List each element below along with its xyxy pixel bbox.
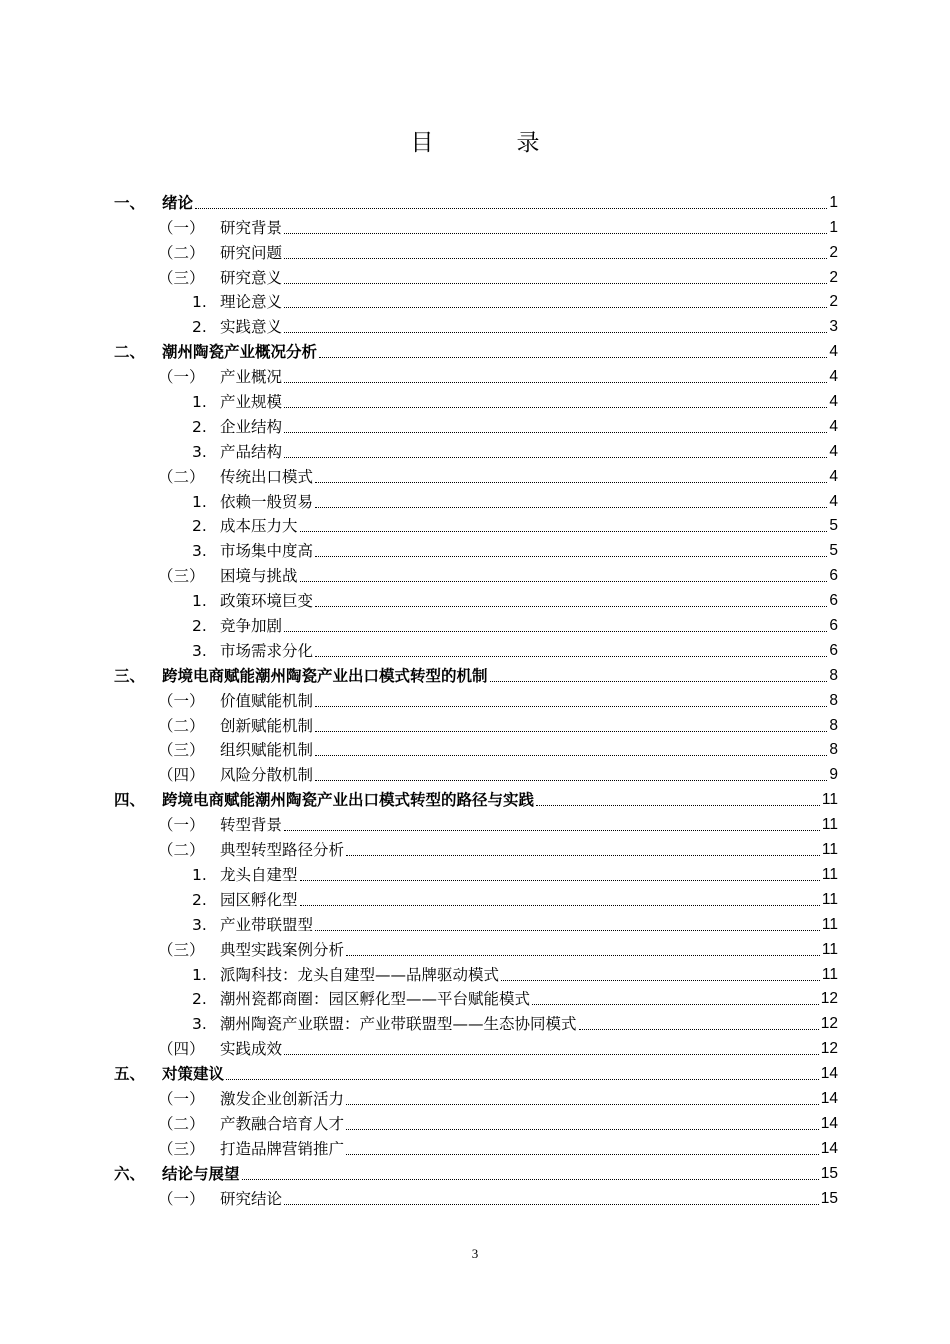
toc-entry-page: 8 (829, 716, 838, 734)
toc-entry-title: 困境与挑战 (220, 567, 298, 586)
toc-entry-page: 11 (821, 791, 838, 809)
toc-entry-number: （一） (158, 1089, 205, 1108)
toc-entry-number: 三、 (114, 666, 146, 685)
toc-entry-page: 4 (829, 442, 838, 460)
dot-leader (315, 780, 827, 781)
toc-entry-page: 11 (821, 915, 838, 933)
dot-leader (315, 556, 827, 557)
toc-entry-page: 15 (820, 1164, 838, 1182)
toc-entry-number: 2. (192, 517, 207, 536)
toc-entry-number: 3. (192, 542, 207, 561)
toc-entry-page: 12 (820, 990, 838, 1008)
toc-entry-title: 成本压力大 (220, 517, 298, 536)
toc-entry[interactable] (114, 810, 838, 835)
toc-entry-number: 2. (192, 617, 207, 636)
toc-entry-page: 11 (821, 816, 838, 834)
toc-entry-page: 3 (829, 318, 838, 336)
toc-entry-title: 创新赋能机制 (220, 716, 314, 735)
toc-entry-page: 4 (829, 492, 838, 510)
dot-leader (346, 1129, 819, 1130)
dot-leader (319, 357, 827, 358)
toc-entry[interactable] (114, 1059, 838, 1084)
toc-entry-page: 2 (829, 293, 838, 311)
toc-entry-number: （一） (158, 1189, 205, 1208)
toc-entry-page: 8 (829, 741, 838, 759)
toc-entry[interactable] (114, 1034, 838, 1059)
toc-entry-page: 12 (820, 1040, 838, 1058)
toc-entry-number: 1. (192, 592, 207, 611)
toc-entry-number: 六、 (114, 1164, 146, 1183)
toc-entry-page: 8 (829, 666, 838, 684)
toc-entry[interactable] (114, 437, 838, 462)
toc-entry-title: 实践成效 (220, 1040, 283, 1059)
toc-entry-title: 政策环境巨变 (220, 592, 314, 611)
toc-entry-title: 对策建议 (162, 1065, 225, 1084)
toc-entry-title: 产品结构 (220, 442, 283, 461)
toc-entry[interactable] (114, 835, 838, 860)
toc-entry-page: 14 (820, 1139, 838, 1157)
dot-leader (284, 457, 827, 458)
toc-entry-number: 1. (192, 393, 207, 412)
dot-leader (284, 233, 827, 234)
toc-entry[interactable] (114, 188, 838, 213)
toc-entry-title: 产教融合培育人才 (220, 1114, 345, 1133)
toc-entry[interactable] (114, 910, 838, 935)
toc-entry-title: 典型实践案例分析 (220, 940, 345, 959)
toc-entry[interactable] (114, 487, 838, 512)
toc-entry-title: 产业规模 (220, 393, 283, 412)
dot-leader (490, 681, 828, 682)
toc-entry-title: 结论与展望 (162, 1164, 240, 1183)
toc-entry-title: 绪论 (162, 193, 194, 212)
dot-leader (284, 631, 827, 632)
toc-entry[interactable] (114, 885, 838, 910)
toc-entry[interactable] (114, 1184, 838, 1209)
toc-entry-title: 跨境电商赋能潮州陶瓷产业出口模式转型的机制 (162, 666, 488, 685)
dot-leader (195, 208, 827, 209)
toc-entry-number: （二） (158, 716, 205, 735)
toc-entry-page: 5 (829, 517, 838, 535)
toc-entry-title: 依赖一般贸易 (220, 492, 314, 511)
toc-entry[interactable] (114, 312, 838, 337)
dot-leader (284, 432, 827, 433)
toc-entry-title: 市场需求分化 (220, 641, 314, 660)
toc-entry-number: 3. (192, 641, 207, 660)
toc-entry-title: 竞争加剧 (220, 617, 283, 636)
dot-leader (536, 805, 820, 806)
toc-entry-title: 产业带联盟型 (220, 915, 314, 934)
dot-leader (284, 830, 820, 831)
toc-entry-page: 2 (829, 243, 838, 261)
dot-leader (284, 307, 827, 308)
toc-entry-page: 11 (821, 865, 838, 883)
toc-entry-page: 15 (820, 1189, 838, 1207)
toc-entry-page: 2 (829, 268, 838, 286)
toc-entry[interactable] (114, 1159, 838, 1184)
toc-entry-page: 8 (829, 691, 838, 709)
toc-entry-title: 跨境电商赋能潮州陶瓷产业出口模式转型的路径与实践 (162, 791, 535, 810)
toc-entry-page: 11 (821, 965, 838, 983)
dot-leader (315, 507, 827, 508)
toc-entry-title: 龙头自建型 (220, 865, 298, 884)
toc-entry-number: 3. (192, 1015, 207, 1034)
dot-leader (315, 606, 827, 607)
toc-entry-number: （三） (158, 741, 205, 760)
toc-entry-title: 产业概况 (220, 368, 283, 387)
toc-entry[interactable] (114, 611, 838, 636)
toc-entry-page: 12 (820, 1015, 838, 1033)
toc-entry-number: 3. (192, 442, 207, 461)
dot-leader (346, 1154, 819, 1155)
toc-entry[interactable] (114, 661, 838, 686)
toc-entry-number: （三） (158, 940, 205, 959)
toc-entry-page: 6 (829, 617, 838, 635)
toc-entry[interactable] (114, 1009, 838, 1034)
toc-entry[interactable] (114, 860, 838, 885)
toc-entry-page: 6 (829, 567, 838, 585)
toc-entry-number: 2. (192, 417, 207, 436)
toc-entry-number: （三） (158, 1139, 205, 1158)
toc-entry[interactable] (114, 462, 838, 487)
toc-entry[interactable] (114, 935, 838, 960)
toc-entry-number: 2. (192, 318, 207, 337)
toc-entry-title: 企业结构 (220, 417, 283, 436)
toc-entry-page: 4 (829, 467, 838, 485)
dot-leader (346, 955, 820, 956)
toc-entry-number: （一） (158, 816, 205, 835)
toc-entry[interactable] (114, 736, 838, 761)
toc-entry-number: （一） (158, 368, 205, 387)
toc-entry-page: 4 (829, 343, 838, 361)
dot-leader (346, 1104, 819, 1105)
toc-entry-title: 潮州瓷都商圈：园区孵化型——平台赋能模式 (220, 990, 531, 1009)
toc-entry-number: 2. (192, 890, 207, 909)
dot-leader (284, 283, 827, 284)
toc-entry-page: 11 (821, 841, 838, 859)
toc-entry-page: 5 (829, 542, 838, 560)
toc-entry-number: （三） (158, 268, 205, 287)
toc-entry-title: 组织赋能机制 (220, 741, 314, 760)
toc-entry-number: （一） (158, 218, 205, 237)
toc-entry-title: 研究问题 (220, 243, 283, 262)
dot-leader (532, 1004, 819, 1005)
toc-entry[interactable] (114, 985, 838, 1010)
toc-entry-page: 1 (829, 218, 838, 236)
dot-leader (226, 1079, 819, 1080)
toc-entry-title: 典型转型路径分析 (220, 841, 345, 860)
dot-leader (300, 531, 828, 532)
toc-entry[interactable] (114, 686, 838, 711)
toc-entry-title: 激发企业创新活力 (220, 1089, 345, 1108)
toc-entry[interactable] (114, 288, 838, 313)
dot-leader (284, 382, 827, 383)
dot-leader (284, 332, 827, 333)
toc-entry-number: 1. (192, 865, 207, 884)
toc-entry-title: 研究背景 (220, 218, 283, 237)
toc-entry-page: 4 (829, 393, 838, 411)
toc-entry-number: （二） (158, 841, 205, 860)
toc-entry[interactable] (114, 337, 838, 362)
page-number: 3 (471, 1246, 479, 1261)
toc-entry[interactable] (114, 785, 838, 810)
dot-leader (315, 706, 827, 707)
toc-entry-title: 市场集中度高 (220, 542, 314, 561)
toc-entry-number: 1. (192, 293, 207, 312)
dot-leader (501, 980, 820, 981)
toc-entry-title: 转型背景 (220, 816, 283, 835)
toc-entry[interactable] (114, 263, 838, 288)
toc-entry[interactable] (114, 387, 838, 412)
toc-entry[interactable] (114, 412, 838, 437)
toc-entry-number: （二） (158, 1114, 205, 1133)
toc-entry-number: （四） (158, 766, 205, 785)
toc-entry-number: （三） (158, 567, 205, 586)
toc-entry[interactable] (114, 1134, 838, 1159)
toc-entry[interactable] (114, 536, 838, 561)
toc-entry-title: 传统出口模式 (220, 467, 314, 486)
dot-leader (284, 258, 827, 259)
toc-entry-number: 五、 (114, 1065, 146, 1084)
dot-leader (300, 880, 820, 881)
toc-entry-number: 1. (192, 965, 207, 984)
toc-entry-number: （一） (158, 691, 205, 710)
toc-entry[interactable] (114, 960, 838, 985)
toc-entry-number: 一、 (114, 193, 146, 212)
dot-leader (346, 855, 820, 856)
toc-entry-title: 研究结论 (220, 1189, 283, 1208)
toc-heading: 目 录 (410, 130, 570, 156)
dot-leader (284, 407, 827, 408)
toc-entry-number: 二、 (114, 343, 146, 362)
toc-entry-page: 6 (829, 592, 838, 610)
toc-entry-title: 打造品牌营销推广 (220, 1139, 345, 1158)
dot-leader (315, 482, 827, 483)
dot-leader (242, 1179, 819, 1180)
toc-entry[interactable] (114, 561, 838, 586)
toc-entry-number: （二） (158, 243, 205, 262)
toc-entry-page: 4 (829, 368, 838, 386)
toc-entry-title: 潮州陶瓷产业联盟：产业带联盟型——生态协同模式 (220, 1015, 577, 1034)
toc-entry[interactable] (114, 760, 838, 785)
dot-leader (315, 656, 827, 657)
toc-entry-page: 11 (821, 890, 838, 908)
toc-entry-number: 2. (192, 990, 207, 1009)
toc-entry[interactable] (114, 636, 838, 661)
toc-entry-title: 派陶科技：龙头自建型——品牌驱动模式 (220, 965, 500, 984)
table-of-contents (114, 188, 838, 1209)
toc-entry-number: （四） (158, 1040, 205, 1059)
dot-leader (284, 1054, 819, 1055)
toc-entry[interactable] (114, 711, 838, 736)
toc-entry-title: 潮州陶瓷产业概况分析 (162, 343, 318, 362)
toc-entry-number: （二） (158, 467, 205, 486)
dot-leader (579, 1029, 819, 1030)
dot-leader (315, 731, 827, 732)
toc-entry-title: 园区孵化型 (220, 890, 298, 909)
toc-entry-page: 14 (820, 1089, 838, 1107)
dot-leader (300, 905, 820, 906)
toc-entry-number: 四、 (114, 791, 146, 810)
toc-entry-number: 1. (192, 492, 207, 511)
toc-entry-page: 9 (829, 766, 838, 784)
toc-entry-title: 研究意义 (220, 268, 283, 287)
toc-entry[interactable] (114, 586, 838, 611)
toc-entry[interactable] (114, 213, 838, 238)
toc-entry[interactable] (114, 1084, 838, 1109)
toc-entry[interactable] (114, 1109, 838, 1134)
toc-entry-title: 风险分散机制 (220, 766, 314, 785)
toc-entry[interactable] (114, 362, 838, 387)
toc-entry-number: 3. (192, 915, 207, 934)
dot-leader (315, 930, 820, 931)
toc-entry-title: 实践意义 (220, 318, 283, 337)
dot-leader (300, 581, 828, 582)
toc-entry-page: 4 (829, 417, 838, 435)
toc-entry[interactable] (114, 512, 838, 537)
toc-entry-page: 6 (829, 641, 838, 659)
toc-entry-page: 14 (820, 1114, 838, 1132)
toc-entry[interactable] (114, 238, 838, 263)
toc-entry-page: 14 (820, 1065, 838, 1083)
toc-entry-title: 理论意义 (220, 293, 283, 312)
toc-entry-page: 11 (821, 940, 838, 958)
toc-entry-title: 价值赋能机制 (220, 691, 314, 710)
dot-leader (315, 755, 827, 756)
dot-leader (284, 1204, 819, 1205)
toc-entry-page: 1 (829, 193, 838, 211)
